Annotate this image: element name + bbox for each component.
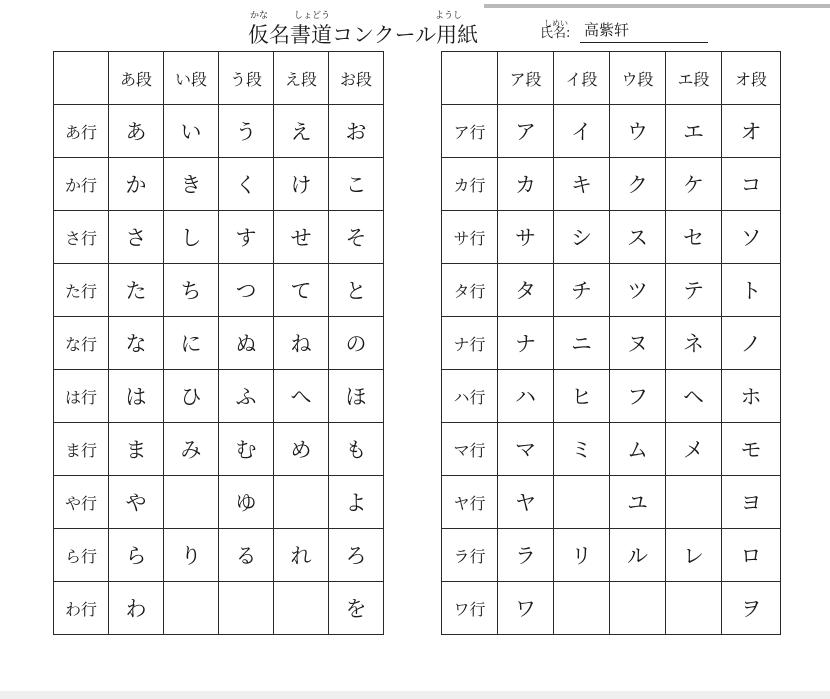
table-row [442,582,781,635]
kana-cell: エ [666,105,722,158]
kana-cell: キ [554,158,610,211]
table-row [442,529,781,582]
kana-cell: け [274,158,329,211]
table-row [54,158,384,211]
row-label: さ行 [54,211,109,264]
kana-cell: い [164,105,219,158]
kana-cell: ウ [610,105,666,158]
kana-cell: ツ [610,264,666,317]
kana-cell [554,476,610,529]
kana-cell: こ [329,158,384,211]
hiragana-table [53,51,384,635]
kana-cell: ヤ [498,476,554,529]
table-row [442,105,781,158]
kana-cell [219,582,274,635]
kana-cell [666,476,722,529]
row-label: か行 [54,158,109,211]
kana-cell: コ [722,158,781,211]
table-row [54,317,384,370]
kana-cell: ろ [329,529,384,582]
kana-cell: つ [219,264,274,317]
kana-cell: ほ [329,370,384,423]
table-row [442,211,781,264]
column-header: エ段 [666,52,722,105]
column-header: ウ段 [610,52,666,105]
page-title: 仮名書道コンクール用紙 [248,23,479,47]
kana-cell: ヨ [722,476,781,529]
row-label: は行 [54,370,109,423]
kana-cell: ハ [498,370,554,423]
kana-cell: オ [722,105,781,158]
row-label: わ行 [54,582,109,635]
table-row [54,476,384,529]
kana-cell: や [109,476,164,529]
katakana-table [441,51,781,635]
kana-cell [666,582,722,635]
kana-cell: ス [610,211,666,264]
kana-cell: ら [109,529,164,582]
kana-cell: う [219,105,274,158]
row-label: ま行 [54,423,109,476]
kana-cell: に [164,317,219,370]
kana-cell: む [219,423,274,476]
kana-cell: ト [722,264,781,317]
table-row [442,423,781,476]
row-label: た行 [54,264,109,317]
kana-cell [164,476,219,529]
kana-cell: そ [329,211,384,264]
kana-cell: チ [554,264,610,317]
kana-cell: さ [109,211,164,264]
top-scroll-bar [484,4,830,8]
column-header: オ段 [722,52,781,105]
row-label: ら行 [54,529,109,582]
kana-cell: ル [610,529,666,582]
row-label: タ行 [442,264,498,317]
kana-cell: め [274,423,329,476]
table-row [54,105,384,158]
kana-cell: ユ [610,476,666,529]
kana-cell: を [329,582,384,635]
row-label: ワ行 [442,582,498,635]
column-header: イ段 [554,52,610,105]
table-row [54,211,384,264]
table-row [54,582,384,635]
kana-cell: ネ [666,317,722,370]
kana-cell: て [274,264,329,317]
table-row [54,264,384,317]
kana-cell: る [219,529,274,582]
kana-cell: り [164,529,219,582]
kana-cell: よ [329,476,384,529]
name-field [540,19,630,41]
kana-cell [610,582,666,635]
kana-cell: の [329,317,384,370]
kana-cell: リ [554,529,610,582]
column-header: ア段 [498,52,554,105]
name-label: 氏名: [540,26,571,41]
title-block [248,8,478,49]
row-label: や行 [54,476,109,529]
row-label: ア行 [442,105,498,158]
kana-cell: あ [109,105,164,158]
kana-cell: ム [610,423,666,476]
kana-cell: ク [610,158,666,211]
kana-cell: テ [666,264,722,317]
kana-cell: ふ [219,370,274,423]
kana-cell: へ [274,370,329,423]
furigana-yoshi: ようし [435,11,463,21]
kana-cell: ヒ [554,370,610,423]
kana-cell: シ [554,211,610,264]
row-label: ヤ行 [442,476,498,529]
table-row [442,476,781,529]
kana-cell: わ [109,582,164,635]
kana-cell: メ [666,423,722,476]
kana-cell: ヌ [610,317,666,370]
kana-cell: ケ [666,158,722,211]
kana-cell: し [164,211,219,264]
table-row [54,370,384,423]
name-furigana: しめい [544,19,568,28]
kana-cell: ホ [722,370,781,423]
table-row [442,158,781,211]
furigana-kana: かな [250,11,269,21]
kana-cell: み [164,423,219,476]
kana-cell: マ [498,423,554,476]
kana-cell: も [329,423,384,476]
kana-cell: ワ [498,582,554,635]
row-label: カ行 [442,158,498,211]
furigana-shodo: しょどう [294,11,331,21]
row-label: マ行 [442,423,498,476]
kana-cell: ニ [554,317,610,370]
row-label: な行 [54,317,109,370]
kana-cell: ひ [164,370,219,423]
title-furigana [248,8,478,20]
name-value: 高紫轩 [584,21,630,39]
kana-cell: す [219,211,274,264]
kana-cell: は [109,370,164,423]
table-row [442,264,781,317]
row-label: ナ行 [442,317,498,370]
kana-cell: ね [274,317,329,370]
table-row [54,529,384,582]
kana-cell: ゆ [219,476,274,529]
bottom-strip [0,691,830,699]
row-label: ラ行 [442,529,498,582]
corner-cell [442,52,498,105]
kana-cell: ナ [498,317,554,370]
column-header: え段 [274,52,329,105]
row-label: サ行 [442,211,498,264]
kana-cell: レ [666,529,722,582]
kana-cell: え [274,105,329,158]
kana-cell: か [109,158,164,211]
kana-cell: ぬ [219,317,274,370]
kana-cell: カ [498,158,554,211]
kana-cell: な [109,317,164,370]
kana-cell: ヘ [666,370,722,423]
row-label: ハ行 [442,370,498,423]
kana-cell: た [109,264,164,317]
kana-cell: と [329,264,384,317]
kana-cell: れ [274,529,329,582]
kana-cell: ノ [722,317,781,370]
table-row [442,317,781,370]
corner-cell [54,52,109,105]
kana-cell: モ [722,423,781,476]
table-row [442,370,781,423]
kana-cell: ミ [554,423,610,476]
column-header: お段 [329,52,384,105]
kana-cell: イ [554,105,610,158]
kana-cell: サ [498,211,554,264]
kana-cell: セ [666,211,722,264]
kana-cell: ソ [722,211,781,264]
kana-cell: き [164,158,219,211]
column-header: い段 [164,52,219,105]
kana-cell: ロ [722,529,781,582]
column-header: あ段 [109,52,164,105]
kana-cell: せ [274,211,329,264]
table-row [54,423,384,476]
kana-cell: フ [610,370,666,423]
kana-cell: く [219,158,274,211]
kana-cell: お [329,105,384,158]
row-label: あ行 [54,105,109,158]
kana-cell [274,582,329,635]
kana-cell: ヲ [722,582,781,635]
kana-cell [274,476,329,529]
kana-cell: ア [498,105,554,158]
name-underline [580,42,708,43]
kana-cell: ラ [498,529,554,582]
kana-cell: タ [498,264,554,317]
kana-cell [554,582,610,635]
kana-cell: ま [109,423,164,476]
kana-cell: ち [164,264,219,317]
column-header: う段 [219,52,274,105]
kana-cell [164,582,219,635]
